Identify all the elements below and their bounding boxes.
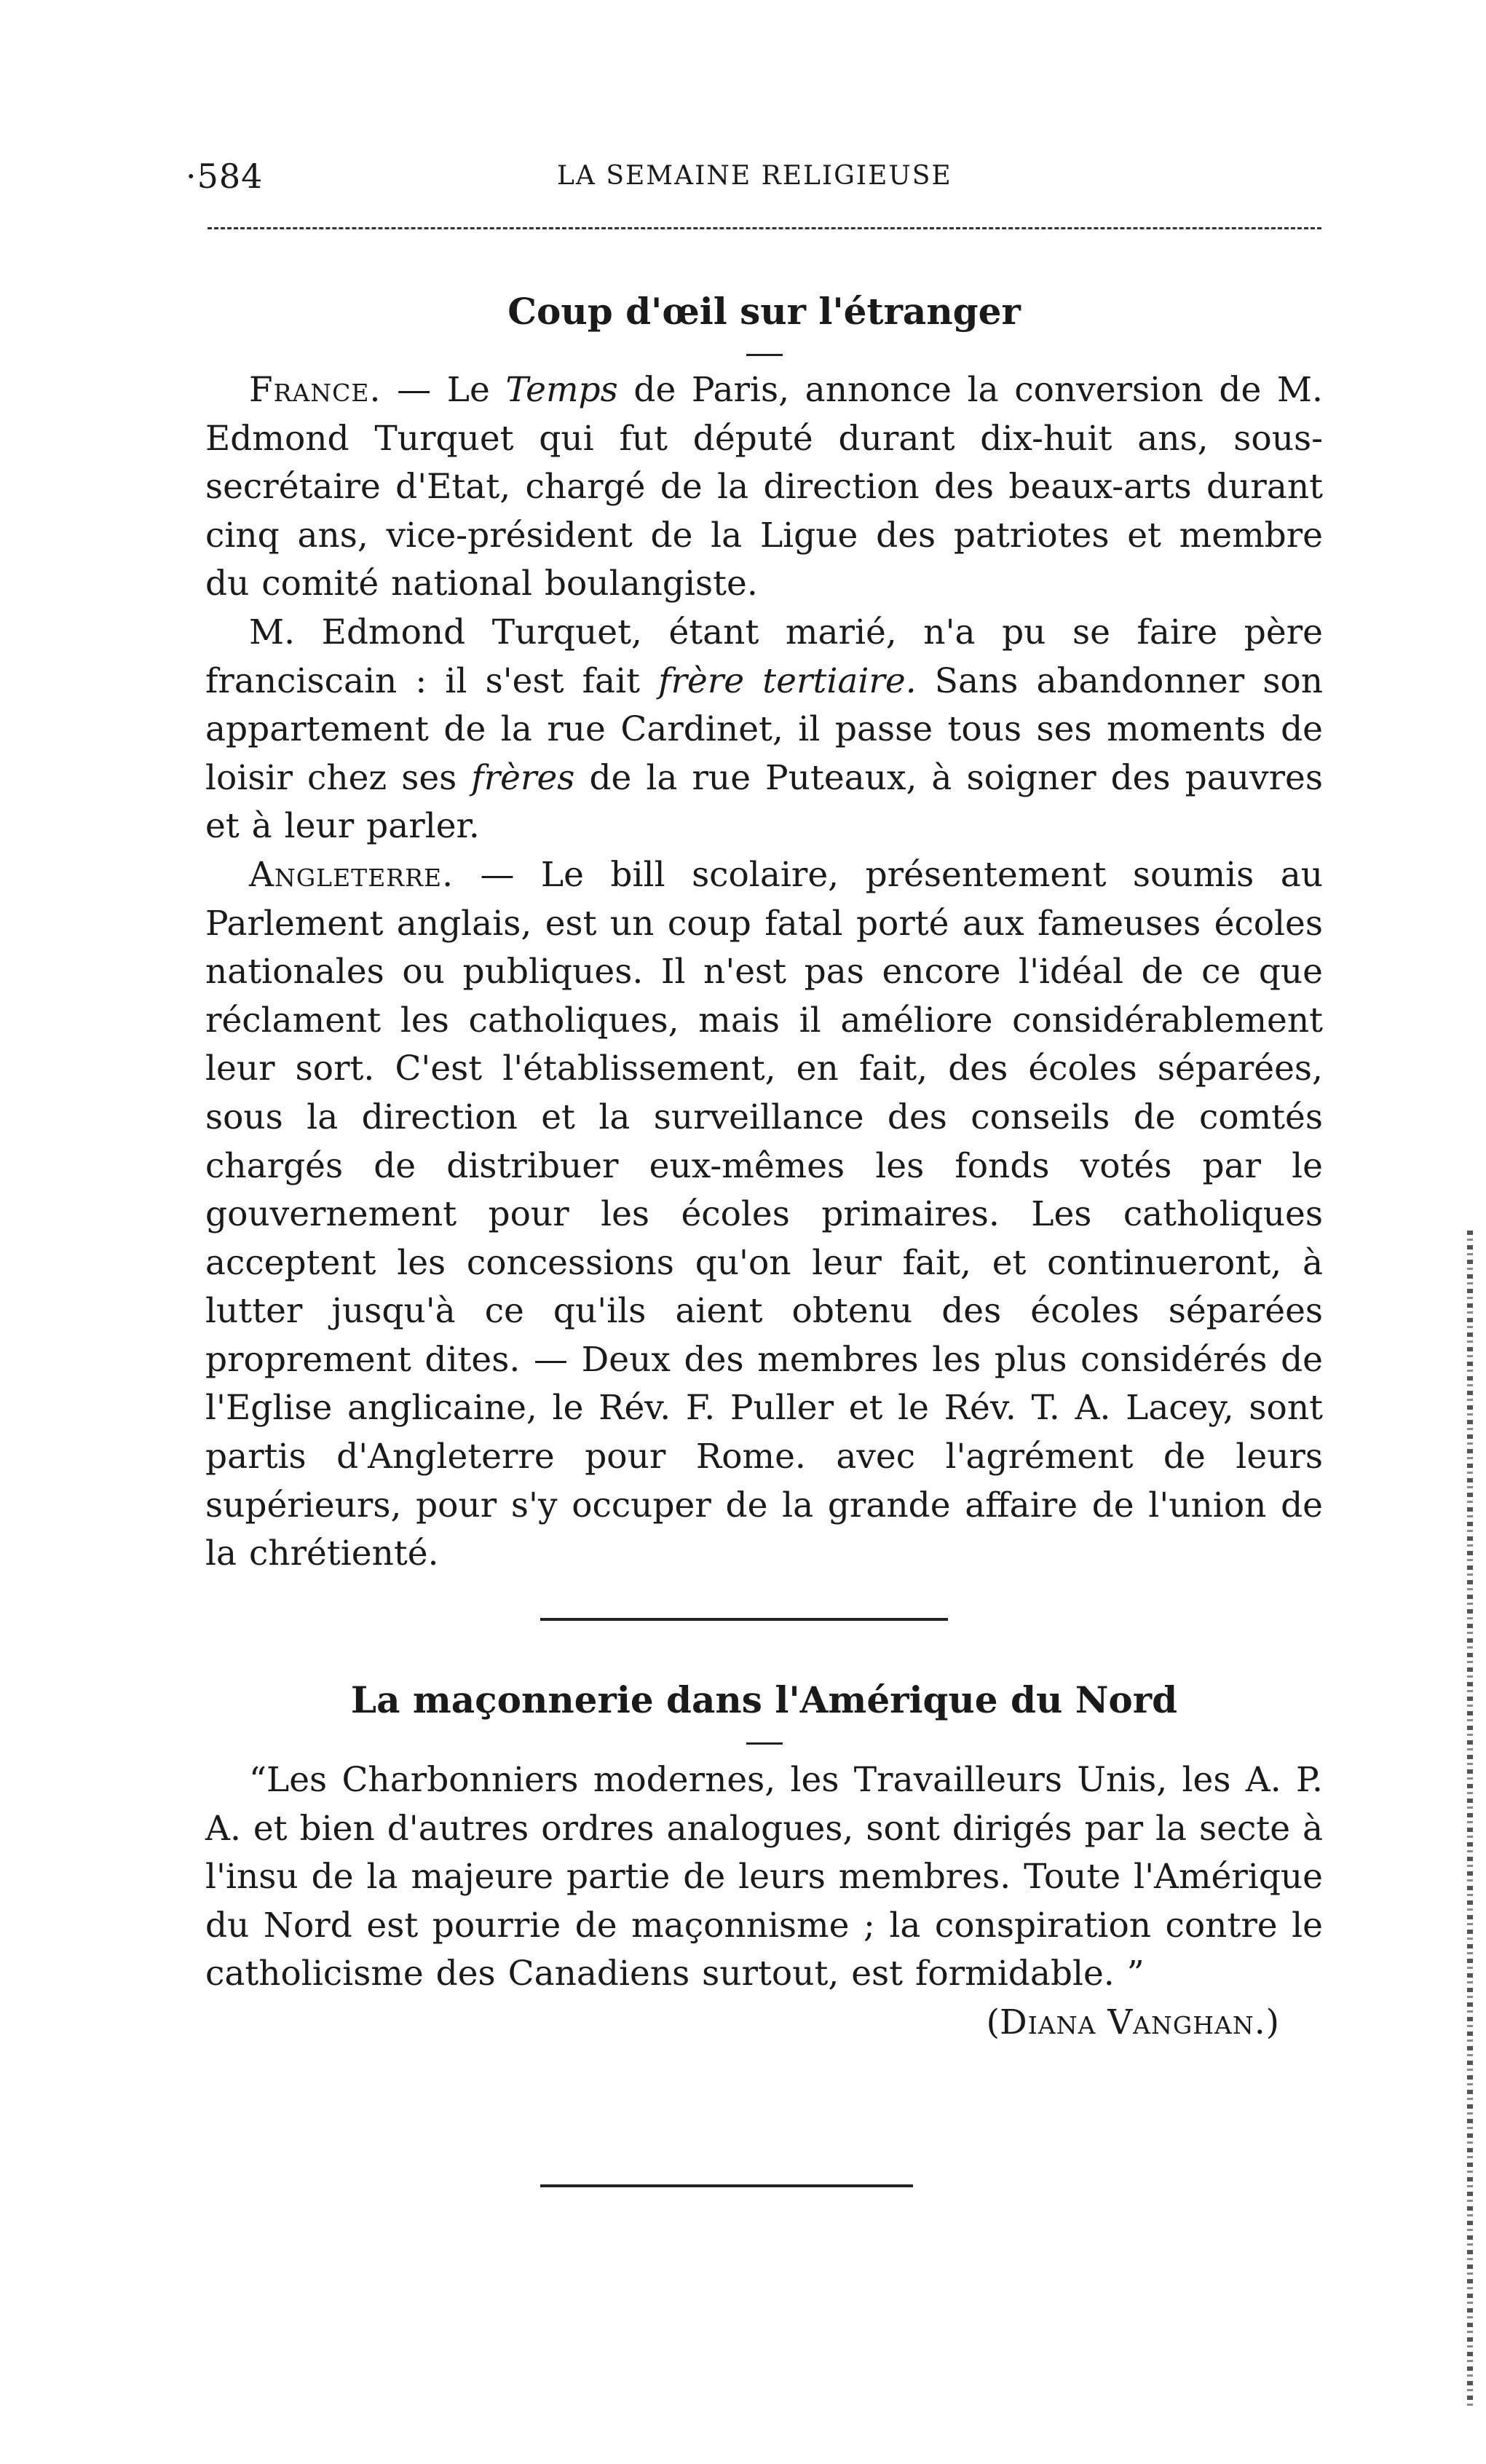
journal-title: LA SEMAINE RELIGIEUSE xyxy=(557,161,952,191)
paragraph-text: de la rue Puteaux, à soigner des pauvres et à leur parler. xyxy=(205,757,1323,847)
paragraph-france xyxy=(205,366,1323,609)
paragraph-text: Sans abandonner son appartement de la rue Cardinet, il passe tous ses moments de loisir chez ses xyxy=(205,660,1324,798)
paragraph-angleterre xyxy=(205,851,1323,1579)
italic-frere-tertiaire: frère tertiaire. xyxy=(658,660,917,701)
end-divider xyxy=(540,2184,913,2187)
title-dash xyxy=(746,354,783,356)
section-maconnerie xyxy=(205,1678,1323,2047)
italic-temps: Temps xyxy=(505,370,618,410)
running-head xyxy=(186,157,1369,200)
paren: ( xyxy=(986,2002,1000,2042)
title-dash xyxy=(746,1742,783,1745)
quote-paragraph: “Les Charbonniers modernes, les Travailleurs Unis, les A. P. A. et bien d'autres ordres analogues, sont dirigés par la secte à l'insu de la majeure partie de leurs membres. Toute l'Amérique du Nord est pourrie de maçonnisme ; la conspiration contre le catholicisme des Canadiens surtout, est formidable. ” xyxy=(205,1760,1323,1994)
paragraph-text: de Paris, annonce la conversion de M. Edmond Turquet qui fut député durant dix-huit ans, sous-secrétaire d'Etat, chargé de la direction des beaux-arts durant cinq ans, vice-président de la Ligue des patriotes et membre du comité national boulangiste. xyxy=(205,370,1323,604)
section-divider xyxy=(540,1618,948,1621)
paragraph-text: — Le bill scolaire, présentement soumis au Parlement anglais, est un coup fatal porté aux fameuses écoles nationales ou publiques. Il n'est pas encore l'idéal de ce que réclament les catholiques, mais il améliore considérablement leur sort. C'est l'établissement, en fait, des écoles séparées, sous la direction et la surveillance des conseils de comtés chargés de distribuer eux-mêmes les fonds votés par le gouvernement pour les écoles primaires. Les catholiques acceptent les concessions qu'on leur fait, et continueront, à lutter jusqu'à ce qu'ils aient obtenu des écoles séparées proprement dites. — Deux des membres les plus considérés de l'Eglise anglicaine, le Rév. F. Puller et le Rév. T. A. Lacey, sont partis d'Angleterre pour Rome. avec l'agrément de leurs supérieurs, pour s'y occuper de la grande affaire de l'union de la chrétienté. xyxy=(205,854,1323,1574)
italic-freres: frères xyxy=(471,757,575,798)
section-title: La maçonnerie dans l'Amérique du Nord xyxy=(350,1678,1178,1721)
page-number: ·584 xyxy=(186,157,264,196)
section-etranger xyxy=(205,290,1323,1579)
paragraph-text: M. Edmond Turquet, étant marié, n'a pu se faire père franciscain : il s'est fait xyxy=(205,612,1323,701)
country-lead-france: France. xyxy=(249,370,382,410)
paragraph-turquet xyxy=(205,609,1323,851)
header-rule xyxy=(208,227,1321,229)
section-title: Coup d'œil sur l'étranger xyxy=(507,290,1021,333)
country-lead-angleterre: Angleterre. xyxy=(249,854,454,895)
paren: ) xyxy=(1265,2002,1279,2042)
scan-edge-noise xyxy=(1467,1231,1473,2410)
quote-attribution xyxy=(205,1999,1323,2047)
author-name: Diana Vanghan. xyxy=(1000,2002,1266,2042)
paragraph-text: — Le xyxy=(381,370,506,410)
